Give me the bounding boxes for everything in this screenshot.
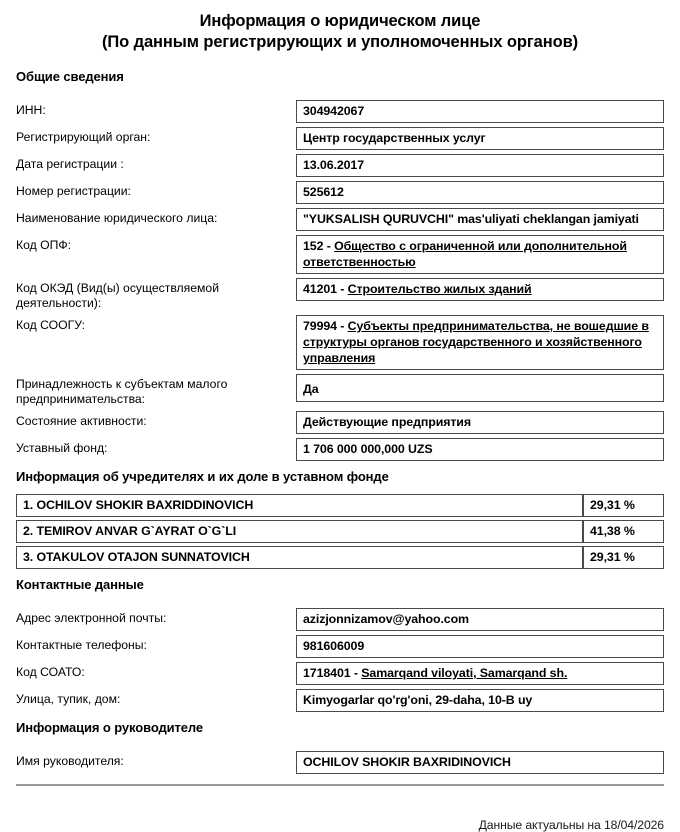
oked-code-number: 41201 - xyxy=(303,282,348,296)
document-title-line-2: (По данным регистрирующих и уполномоченных органов) xyxy=(101,33,579,51)
field-row-small-business xyxy=(16,374,664,407)
value-inn: 304942067 xyxy=(296,100,664,123)
label-charter-fund: Уставный фонд: xyxy=(16,441,108,455)
field-row-activity-status xyxy=(16,411,664,434)
label-legal-entity-name: Наименование юридического лица: xyxy=(16,211,218,225)
table-row xyxy=(16,520,664,543)
field-row-registration-number xyxy=(16,181,664,204)
label-registration-date: Дата регистрации : xyxy=(16,157,124,171)
opf-code-link[interactable]: Общество с ограниченной или дополнительной ответственностью xyxy=(303,239,627,269)
label-registering-authority: Регистрирующий орган: xyxy=(16,130,151,144)
soato-code-link[interactable]: Samarqand viloyati, Samarqand sh. xyxy=(361,666,568,680)
value-soogu-code xyxy=(296,315,664,370)
value-email: azizjonnizamov@yahoo.com xyxy=(296,608,664,631)
field-row-email xyxy=(16,608,664,631)
label-soato-code: Код СОАТО: xyxy=(16,665,85,679)
oked-code-link[interactable]: Строительство жилых зданий xyxy=(347,282,532,296)
label-small-business: Принадлежность к субъектам малого предпринимательства: xyxy=(16,377,228,406)
value-small-business: Да xyxy=(296,374,664,402)
document-title-line-1: Информация о юридическом лице xyxy=(199,12,481,30)
field-row-inn xyxy=(16,100,664,123)
field-row-legal-entity-name xyxy=(16,208,664,231)
founder-name: 2. TEMIROV ANVAR G`AYRAT O`G`LI xyxy=(16,520,583,543)
founder-name: 1. OCHILOV SHOKIR BAXRIDDINOVICH xyxy=(16,494,583,517)
value-soato-code xyxy=(296,662,664,685)
field-row-opf-code xyxy=(16,235,664,274)
value-registration-number: 525612 xyxy=(296,181,664,204)
label-address: Улица, тупик, дом: xyxy=(16,692,121,706)
label-director-name: Имя руководителя: xyxy=(16,754,124,768)
footer-actuality-note: Данные актуальны на 18/04/2026 xyxy=(478,818,664,832)
table-row xyxy=(16,494,664,517)
field-row-charter-fund xyxy=(16,438,664,461)
section-heading-founders: Информация об учредителях и их доле в уставном фонде xyxy=(16,469,389,484)
label-inn: ИНН: xyxy=(16,103,46,117)
field-row-director-name xyxy=(16,751,664,774)
soato-code-number: 1718401 - xyxy=(303,666,362,680)
section-heading-general: Общие сведения xyxy=(16,69,124,84)
value-opf-code xyxy=(296,235,664,274)
founder-name: 3. OTAKULOV OTAJON SUNNATOVICH xyxy=(16,546,583,569)
field-row-soato-code xyxy=(16,662,664,685)
value-legal-entity-name: "YUKSALISH QURUVCHI" mas'uliyati cheklangan jamiyati xyxy=(296,208,664,231)
soogu-code-link[interactable]: Субъекты предпринимательства, не вошедшие в структуры органов государственного и хозяйственного управления xyxy=(303,319,649,365)
field-row-oked-code xyxy=(16,278,664,311)
section-heading-contacts: Контактные данные xyxy=(16,577,144,592)
value-charter-fund: 1 706 000 000,000 UZS xyxy=(296,438,664,461)
founders-table xyxy=(16,494,664,569)
field-row-phones xyxy=(16,635,664,658)
soogu-code-number: 79994 - xyxy=(303,319,348,333)
label-email: Адрес электронной почты: xyxy=(16,611,167,625)
section-heading-director: Информация о руководителе xyxy=(16,720,204,735)
value-director-name: OCHILOV SHOKIR BAXRIDINOVICH xyxy=(296,751,664,774)
label-registration-number: Номер регистрации: xyxy=(16,184,131,198)
document-title xyxy=(16,0,664,53)
founder-share: 29,31 % xyxy=(583,494,664,517)
field-row-registering-authority xyxy=(16,127,664,150)
field-row-soogu-code xyxy=(16,315,664,370)
label-activity-status: Состояние активности: xyxy=(16,414,147,428)
opf-code-number: 152 - xyxy=(303,239,335,253)
founder-share: 29,31 % xyxy=(583,546,664,569)
value-registering-authority: Центр государственных услуг xyxy=(296,127,664,150)
value-address: Kimyogarlar qo'rg'oni, 29-daha, 10-B uy xyxy=(296,689,664,712)
label-oked-code: Код ОКЭД (Вид(ы) осуществляемой деятельности): xyxy=(16,281,220,310)
label-phones: Контактные телефоны: xyxy=(16,638,147,652)
table-row xyxy=(16,546,664,569)
field-row-registration-date xyxy=(16,154,664,177)
value-phones: 981606009 xyxy=(296,635,664,658)
field-row-address xyxy=(16,689,664,712)
label-opf-code: Код ОПФ: xyxy=(16,238,71,252)
label-soogu-code: Код СООГУ: xyxy=(16,318,86,332)
value-registration-date: 13.06.2017 xyxy=(296,154,664,177)
value-oked-code xyxy=(296,278,664,301)
founder-share: 41,38 % xyxy=(583,520,664,543)
value-activity-status: Действующие предприятия xyxy=(296,411,664,434)
